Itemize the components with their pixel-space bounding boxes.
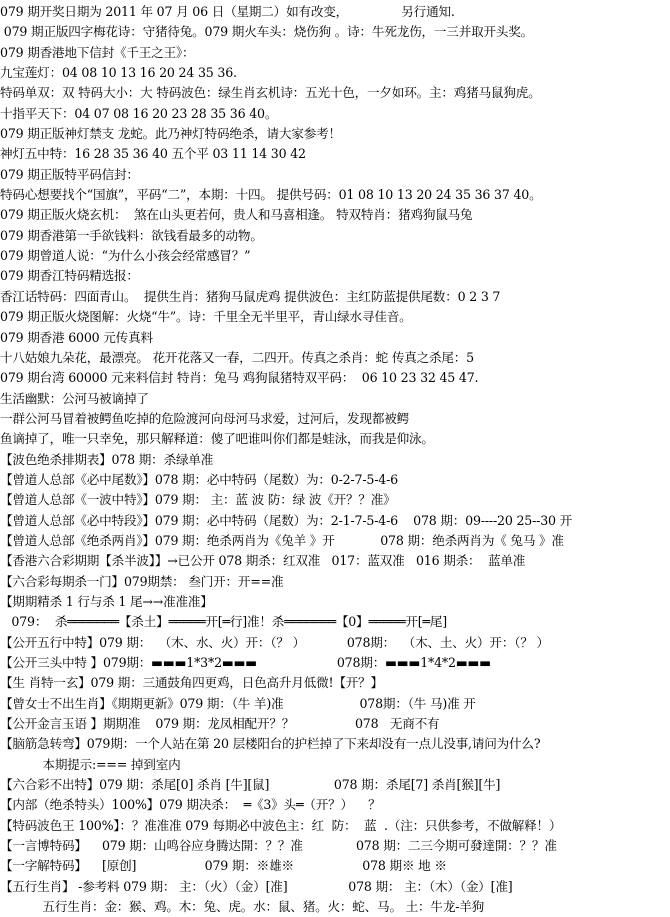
text-line: 本期提示:=== 掉到室内 (12, 756, 181, 772)
text-line: 生活幽默：公河马被谪掉了 (0, 390, 149, 406)
text-line: 【曾道人总部《一波中特》】079 期： 主：蓝 波 防：绿 波《开？？准》 (0, 492, 396, 508)
text-line: 079 期香港地下信封《千王之王》： (0, 44, 195, 60)
text-line: 079 期台湾 60000 元来料信封 特肖：兔马 鸡狗鼠猪特双平码： 06 10 23 32 45 47. (0, 370, 479, 386)
text-line: 香江话特码：四面青山。 提供生肖：猪狗马鼠虎鸡 提供波色：主红防蓝提供尾数：0 2 3 7 (0, 288, 501, 304)
text-line: 【波色绝杀排期表】078 期：杀绿单准 (0, 451, 214, 467)
text-line: 079 期正版特平码信封： (0, 166, 139, 182)
text-line: 【曾女士不出生肖】《期期更新》079 期：（牛 羊)准 078期：（牛 马)准 开 (0, 695, 476, 711)
text-line: 【六合彩每期杀一门】079期禁： 叁门开：开==准 (0, 573, 284, 589)
text-line: 神灯五中特：16 28 35 36 40 五个平 03 11 14 30 42 (0, 146, 306, 162)
text-line: 鱼谪掉了，唯一只幸免，那只解释道：傻了吧谁叫你们都是蛙泳，而我是仰泳。 (0, 431, 434, 447)
text-line: 079 期开奖日期为 2011 年 07 月 06 日（星期二）如有改变， 另行通知. (0, 4, 455, 19)
text-line: 【曾道人总部《绝杀两肖》】079 期：绝杀两肖为《兔羊 》开 078 期：绝杀两肖为《 兔马 》准 (0, 532, 564, 548)
text-line: 079 期正版火烧图解：火烧“牛”。诗：千里全无半里平，青山绿水寻佳音。 (0, 309, 412, 325)
text-line: 【公开三头中特 】079期：▬▬▬1*3*2▬▬▬ 078期：▬▬▬1*4*2▬▬▬ (0, 655, 491, 670)
text-line: 079 期正版神灯禁支 龙蛇。此乃神灯特码绝杀，请大家参考！ (0, 126, 341, 142)
text-line: 【内部（绝杀特头）100%】079 期决杀： ═《3》头═（开？） ？ (0, 797, 381, 813)
text-line: 九宝莲灯：04 08 10 13 16 20 24 35 36. (0, 65, 237, 81)
text-line: 一群公河马冒着被鳄鱼吃掉的危险渡河向母河马求爱，过河后，发现都被鳄 (0, 410, 409, 426)
lottery-document (0, 2, 668, 917)
text-line: 【公开金言玉语 】期期准 079 期：龙凤相配开？？ 078 无商不有 (0, 716, 440, 732)
text-line: 079： 杀═══════【杀土】═════开[═行]准！杀═══════【0】═════开[═尾] (0, 614, 447, 630)
text-line: 【六合彩不出特】079 期：杀尾[0] 杀肖 [牛][鼠] 078 期：杀尾[7] 杀肖[猴][牛] (0, 777, 501, 793)
text-line: 【香港六合彩期期【杀半波】】→已公开 078 期杀：红双准 017：蓝双准 016 期杀： 蓝单准 (0, 553, 526, 569)
text-line: 【公开五行中特】079 期： （木、水、火）开：（？ ） 078期： （木、土、火）开：（？ ） (0, 634, 549, 650)
text-line: 【脑筋急转弯】079期：一个人站在第 20 层楼阳台的护栏掉了下来却没有一点儿没事,请问为什么? (0, 736, 541, 752)
text-line: 079 期香港第一手欲钱料：欲钱看最多的动物。 (0, 227, 263, 243)
text-line: 079 期曾道人说：“为什么小孩会经常感冒？” (0, 248, 251, 264)
text-line: 【曾道人总部《必中特段》】079 期：必中特码（尾数）为：2-1-7-5-4-6 078 期：09----20 25--30 开 (0, 512, 573, 528)
text-line: 【期期精杀 1 行与杀 1 尾→→准准准】 (0, 593, 213, 609)
text-line: 【一字解特码】 [原创] 079 期：※雄※ 078 期※ 地 ※ (0, 858, 447, 874)
text-line: 十指平天下：04 07 08 16 20 23 28 35 36 40。 (0, 105, 278, 121)
text-line: 五行生肖：金：猴、鸡。木：兔、虎。水：鼠、猪。火：蛇、马。 土：牛龙-羊狗 (12, 899, 485, 915)
text-line: 十八姑娘九朵花，最漂亮。 花开花落又一春，二四开。传真之杀肖：蛇 传真之杀尾：5 (0, 349, 474, 365)
text-line: 特码心想要找个“国旗”，平码“二”，本期：十四。 提供号码：01 08 10 13 20 24 35 36 37 40。 (0, 187, 542, 203)
text-line: 079 期正版火烧玄机： 煞在山头更若何，贵人和马喜相逢。 特双特肖：猪鸡狗鼠马兔 (0, 207, 473, 223)
text-line: 【曾道人总部《必中尾数》】078 期：必中特码（尾数）为：0-2-7-5-4-6 (0, 471, 398, 487)
text-line: 079 期正版四字梅花诗：守猪待兔。079 期火车头：烧伤狗 。诗：牛死龙伤，一三并取开头奖。 (0, 24, 534, 40)
text-line: 079 期香港 6000 元传真料 (0, 329, 153, 345)
text-line: 【五行生肖】 -参考料 079 期： 主：（火）（金）[准] 078 期： 主：（木）（金）[准] (0, 878, 513, 894)
text-line: 【特码波色王 100%】：？准准准 079 每期必中波色主：红 防： 蓝 .（注：只供参考，不做解释！） (0, 817, 562, 833)
text-line: 特码单双：双 特码大小：大 特码波色：绿生肖玄机诗：五光十色，一夕如环。主：鸡猪马鼠狗虎。 (0, 85, 541, 101)
text-line: 【生 肖特一玄】079 期：三通鼓角四更鸡，日色高升月低微!【开？】 (0, 675, 383, 691)
text-line: 079 期香江特码精选报： (0, 268, 139, 284)
text-line: 【一言博特码】 079 期：山鸣谷应身腾达開：？？准 078 期：二三今期可發達開：？？准 (0, 838, 557, 854)
